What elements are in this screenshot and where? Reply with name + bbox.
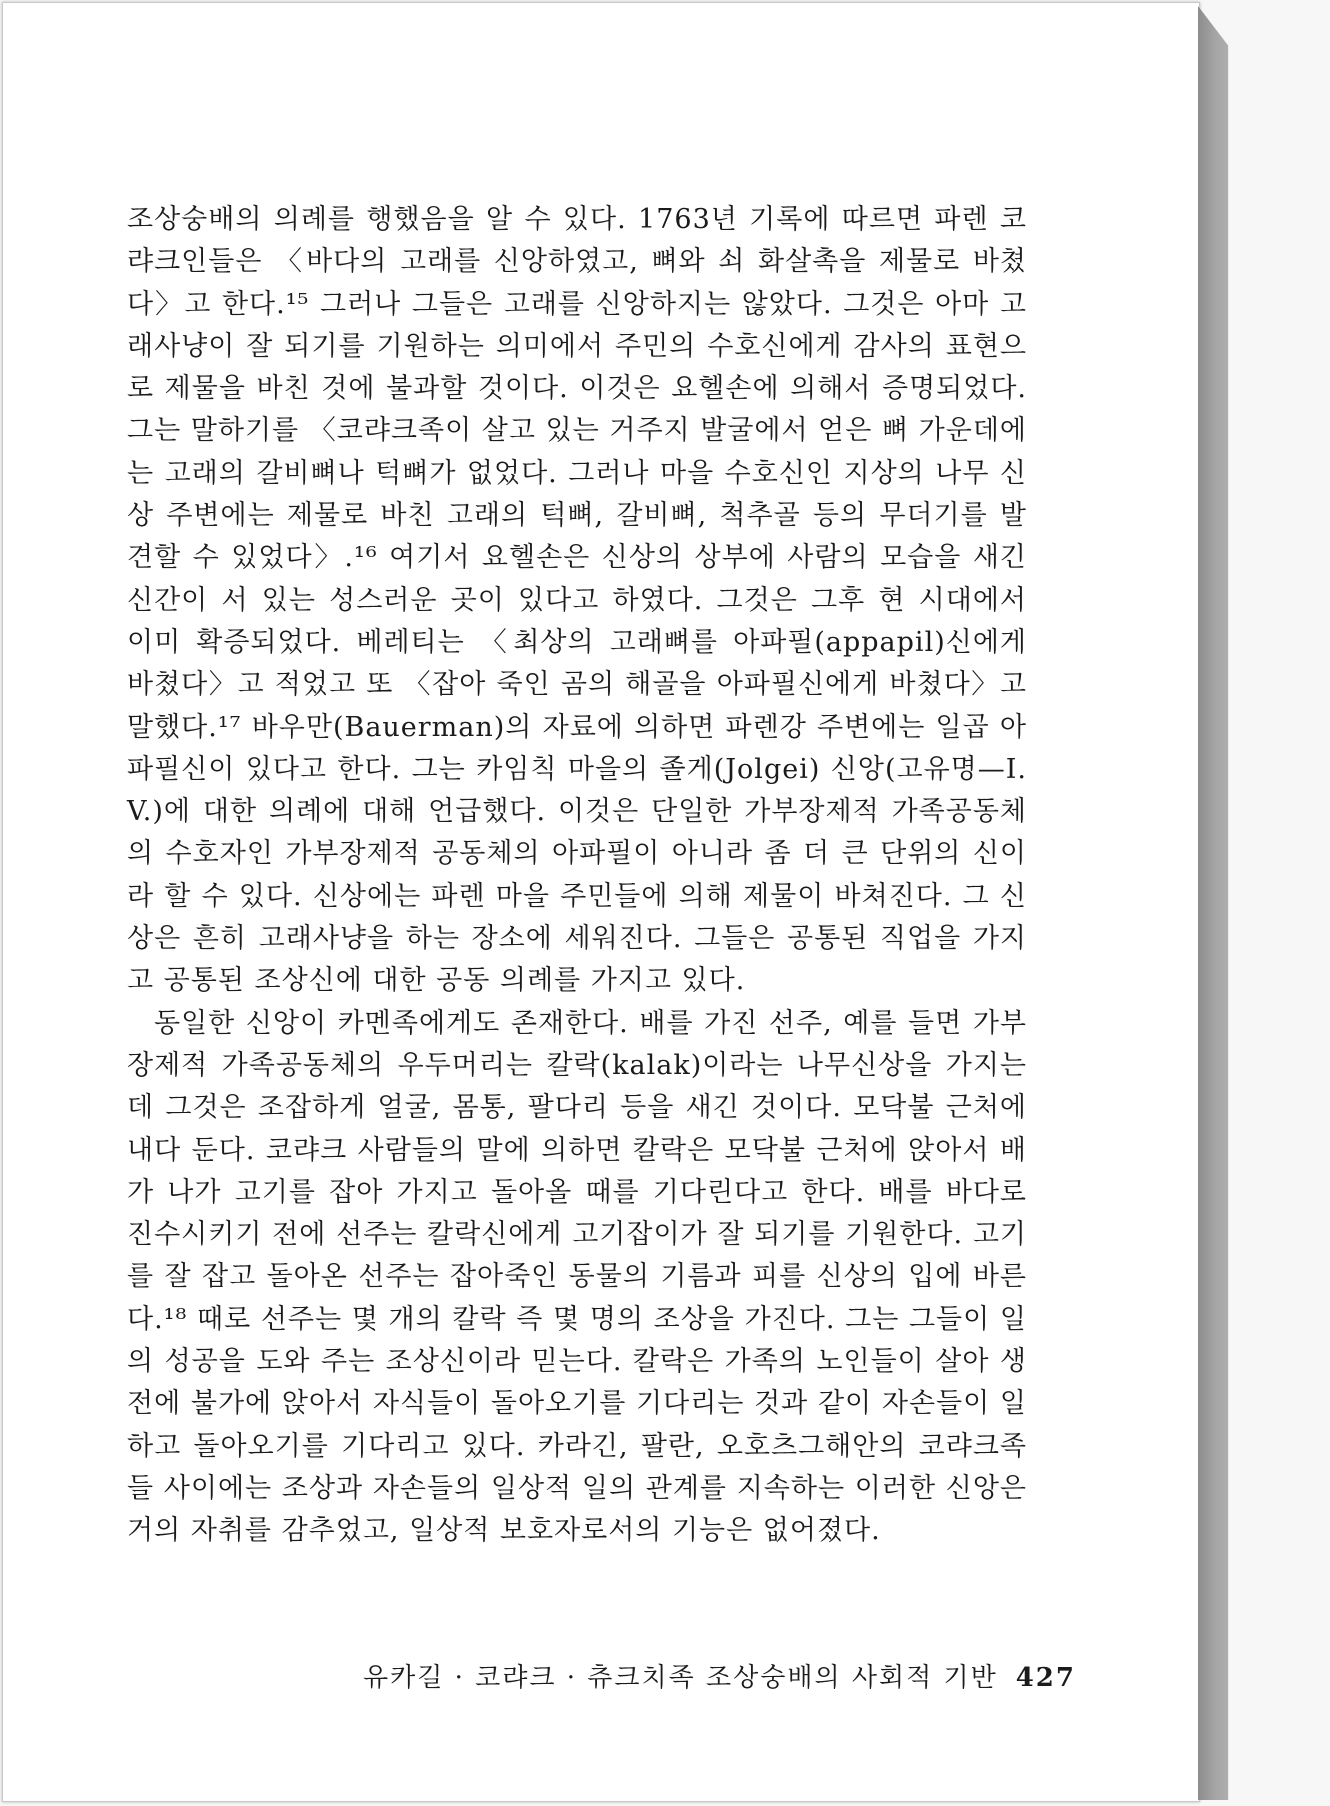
body-text (127, 199, 1027, 1553)
page-stack-edge (1198, 6, 1250, 1800)
paragraph-1: 조상숭배의 의례를 행했음을 알 수 있다. 1763년 기록에 따르면 파렌 코랴크인들은 〈바다의 고래를 신앙하였고, 뼈와 쇠 화살촉을 제물로 바쳤다〉고 한다.¹⁵ 그러나 그들은 고래를 신앙하지는 않았다. 그것은 아마 고래사냥이 잘 되기를 기원하는 의미에서 주민의 수호신에게 감사의 표현으로 제물을 바친 것에 불과할 것이다. 이것은 요헬손에 의해서 증명되었다. 그는 말하기를 〈코랴크족이 살고 있는 거주지 발굴에서 얻은 뼈 가운데에는 고래의 갈비뼈나 턱뼈가 없었다. 그러나 마을 수호신인 지상의 나무 신상 주변에는 제물로 바친 고래의 턱뼈, 갈비뼈, 척추골 등의 무더기를 발견할 수 있었다〉.¹⁶ 여기서 요헬손은 신상의 상부에 사람의 모습을 새긴 신간이 서 있는 성스러운 곳이 있다고 하였다. 그것은 그후 현 시대에서 이미 확증되었다. 베레티는 〈최상의 고래뼈를 아파필(appapil)신에게 바쳤다〉고 적었고 또 〈잡아 죽인 곰의 해골을 아파필신에게 바쳤다〉고 말했다.¹⁷ 바우만(Bauerman)의 자료에 의하면 파렌강 주변에는 일곱 아파필신이 있다고 한다. 그는 카임칙 마을의 졸게(Jolgei) 신앙(고유명—I. V.)에 대한 의례에 대해 언급했다. 이것은 단일한 가부장제적 가족공동체의 수호자인 가부장제적 공동체의 아파필이 아니라 좀 더 큰 단위의 신이라 할 수 있다. 신상에는 파렌 마을 주민들에 의해 제물이 바쳐진다. 그 신상은 흔히 고래사냥을 하는 장소에 세워진다. 그들은 공통된 직업을 가지고 공통된 조상신에 대한 공동 의례를 가지고 있다. (127, 204, 1027, 997)
running-footer (363, 1657, 1076, 1694)
page-number: 427 (1015, 1663, 1076, 1693)
paragraph-2: 동일한 신앙이 카멘족에게도 존재한다. 배를 가진 선주, 예를 들면 가부장제적 가족공동체의 우두머리는 칼락(kalak)이라는 나무신상을 가지는데 그것은 조잡하게 얼굴, 몸통, 팔다리 등을 새긴 것이다. 모닥불 근처에 내다 둔다. 코랴크 사람들의 말에 의하면 칼락은 모닥불 근처에 앉아서 배가 나가 고기를 잡아 가지고 돌아올 때를 기다린다고 한다. 배를 바다로 진수시키기 전에 선주는 칼락신에게 고기잡이가 잘 되기를 기원한다. 고기를 잘 잡고 돌아온 선주는 잡아죽인 동물의 기름과 피를 신상의 입에 바른다.¹⁸ 때로 선주는 몇 개의 칼락 즉 몇 명의 조상을 가진다. 그는 그들이 일의 성공을 도와 주는 조상신이라 믿는다. 칼락은 가족의 노인들이 살아 생전에 불가에 앉아서 자식들이 돌아오기를 기다리는 것과 같이 자손들이 일하고 돌아오기를 기다리고 있다. 카라긴, 팔란, 오호츠그해안의 코랴크족들 사이에는 조상과 자손들의 일상적 일의 관계를 지속하는 이러한 신앙은 거의 자취를 감추었고, 일상적 보호자로서의 기능은 없어졌다. (127, 1007, 1027, 1547)
footer-title: 유카길 · 코랴크 · 츄크치족 조상숭배의 사회적 기반 (363, 1663, 998, 1693)
book-page (2, 2, 1200, 1802)
